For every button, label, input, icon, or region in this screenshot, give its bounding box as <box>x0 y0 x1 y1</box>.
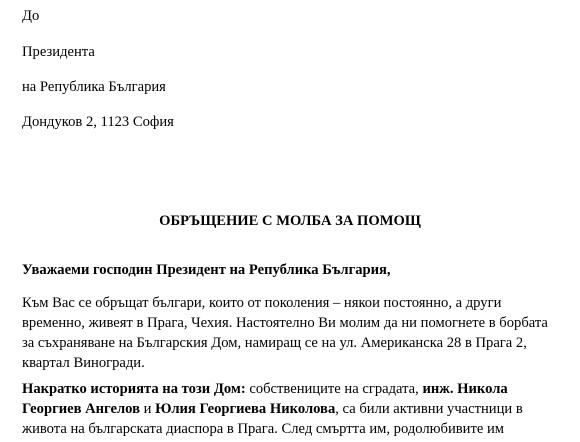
history-lead: Накратко историята на този Дом: <box>22 381 246 397</box>
history-text-2: и <box>139 401 156 417</box>
paragraph-1-line-1: Към Вас се обръщат българи, които от поколения – някои постоянно, а други <box>22 295 502 311</box>
history-text-3: , са били активни участници в живота на българската диаспора в Прага. След смъртта им, родолюбивите им <box>22 401 523 437</box>
owner-name-2: Юлия Георгиева Николова <box>155 401 336 417</box>
address-line-to: До <box>22 8 40 24</box>
address-line-street: Дондуков 2, 1123 София <box>22 114 174 130</box>
paragraph-1-line-2: временно, живеят в Прага, Чехия. Настоятелно Ви молим да ни помогнете в борбата <box>22 315 548 331</box>
owner-name-1: инж. Никола Георгиев Ангелов <box>22 381 508 417</box>
history-text-1: собствениците на сградата, <box>245 381 423 397</box>
address-line-country: на Република България <box>22 79 166 95</box>
document-title: ОБРЪЩЕНИЕ С МОЛБА ЗА ПОМОЩ <box>159 213 421 229</box>
address-line-recipient: Президента <box>22 44 95 60</box>
paragraph-1-line-4: квартал Виногради. <box>22 355 145 371</box>
paragraph-2 <box>22 379 567 439</box>
paragraph-1-line-3: за съхраняване на Българския Дом, намиращ се на ул. Американска 28 в Прага 2, <box>22 335 527 351</box>
salutation: Уважаеми господин Президент на Република България, <box>22 262 391 278</box>
